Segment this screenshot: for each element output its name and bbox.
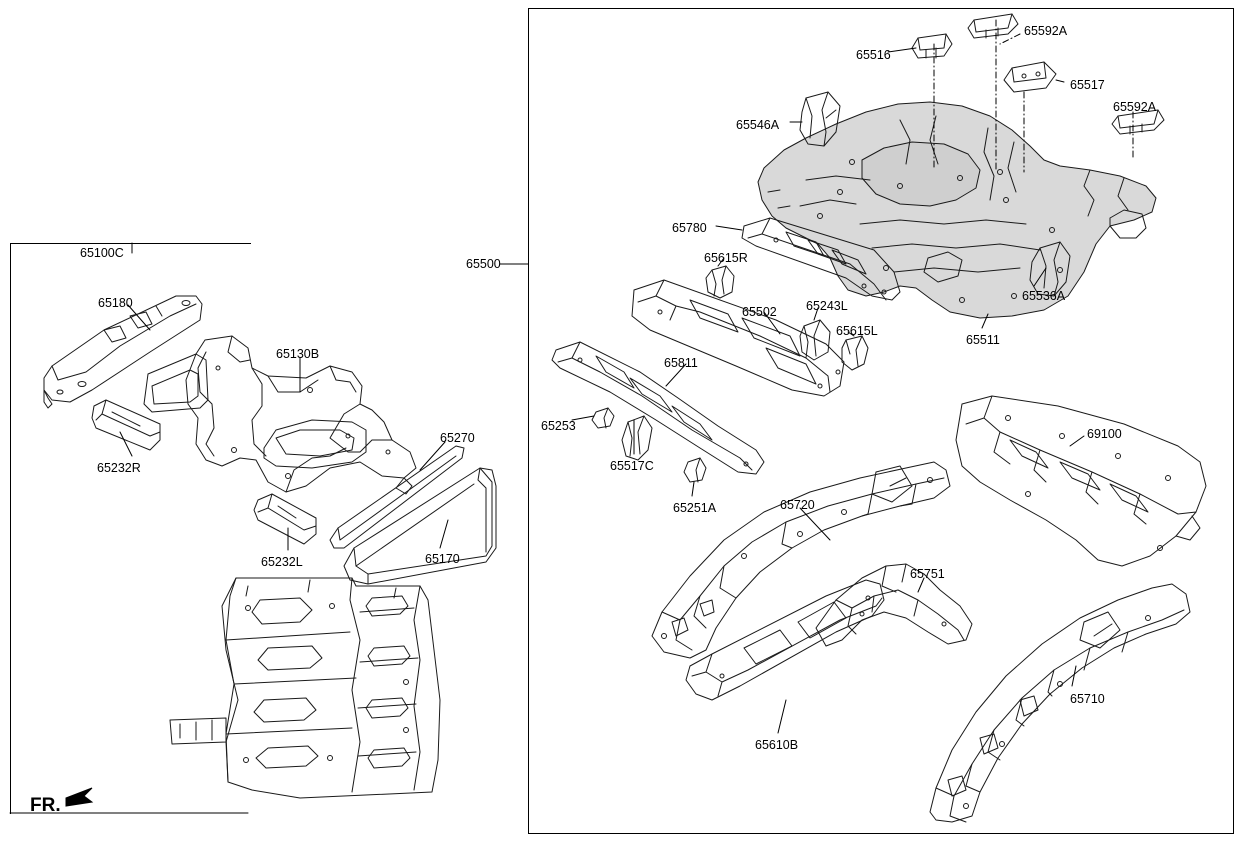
group-label-65500: 65500 xyxy=(466,257,501,271)
part-label-65615L: 65615L xyxy=(836,324,878,338)
part-label-65253: 65253 xyxy=(541,419,576,433)
part-label-65170: 65170 xyxy=(425,552,460,566)
part-label-65130B: 65130B xyxy=(276,347,320,361)
part-label-65536A: 65536A xyxy=(1022,289,1066,303)
part-label-65710: 65710 xyxy=(1070,692,1105,706)
part-label-65511: 65511 xyxy=(966,333,1000,347)
part-label-65610B: 65610B xyxy=(755,738,799,752)
part-label-65751: 65751 xyxy=(910,567,945,581)
part-label-65251A: 65251A xyxy=(673,501,717,515)
group-label-65100C: 65100C xyxy=(80,246,124,260)
part-label-65517: 65517 xyxy=(1070,78,1105,92)
part-label-65615R: 65615R xyxy=(704,251,748,265)
part-label-65180: 65180 xyxy=(98,296,133,310)
part-label-65720: 65720 xyxy=(780,498,815,512)
part-label-65517C: 65517C xyxy=(610,459,654,473)
part-label-65502: 65502 xyxy=(742,305,777,319)
part-label-65592A-top: 65592A xyxy=(1024,24,1068,38)
orientation-label-fr: FR. xyxy=(30,795,61,816)
part-label-65243L: 65243L xyxy=(806,299,848,313)
part-label-65546A: 65546A xyxy=(736,118,780,132)
part-label-65232L: 65232L xyxy=(261,555,303,569)
part-label-65232R: 65232R xyxy=(97,461,141,475)
part-label-69100: 69100 xyxy=(1087,427,1122,441)
part-label-65811: 65811 xyxy=(664,356,698,370)
part-label-65516: 65516 xyxy=(856,48,891,62)
part-label-65592A-right: 65592A xyxy=(1113,100,1157,114)
part-label-65780: 65780 xyxy=(672,221,707,235)
part-label-65270: 65270 xyxy=(440,431,475,445)
